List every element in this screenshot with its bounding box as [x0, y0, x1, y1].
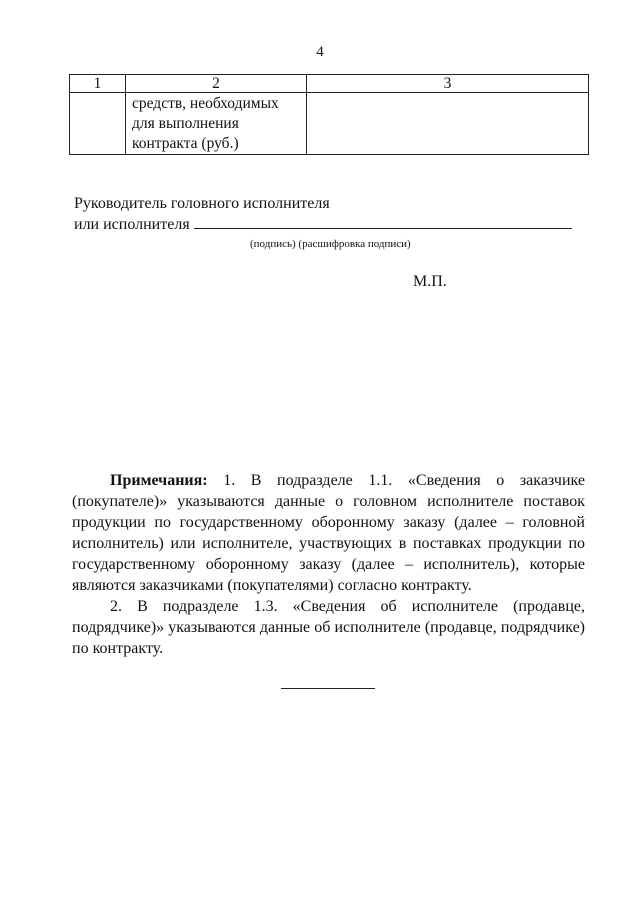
contract-table — [69, 74, 589, 155]
page-number: 4 — [316, 44, 324, 60]
table-header-row — [70, 75, 589, 93]
note-item-2: 2. В подразделе 1.3. «Сведения об исполнителе (продавце, подрядчике)» указываются данные об исполнителе (продавце, подрядчике) по контракту. — [72, 598, 585, 657]
signature-block — [74, 194, 572, 235]
signatory-title-line-2 — [74, 214, 572, 235]
table-header-col-3: 3 — [307, 75, 589, 93]
table-header-col-2: 2 — [126, 75, 307, 93]
signatory-title-line-1: Руководитель головного исполнителя — [74, 195, 330, 212]
stamp-place-label: М.П. — [413, 273, 447, 290]
table-cell-col-1 — [70, 93, 126, 155]
table-row — [70, 93, 589, 155]
note-item-1 — [72, 470, 585, 596]
table-cell-col-2 — [126, 93, 307, 155]
signature-line — [194, 214, 572, 229]
table-cell-col-3 — [307, 93, 589, 155]
table-header-col-1: 1 — [70, 75, 126, 93]
notes-section — [72, 470, 585, 659]
end-divider — [281, 688, 375, 689]
notes-heading: Примечания: — [110, 472, 208, 489]
funds-description: средств, необходимых для выполнения контракта (руб.) — [132, 95, 279, 152]
signature-caption: (подпись) (расшифровка подписи) — [250, 238, 411, 250]
signatory-title-text: или исполнителя — [74, 216, 190, 233]
note-item-1-text: 1. В подразделе 1.1. «Сведения о заказчике (покупателе)» указываются данные о головном исполнителе поставок продукции по государственному оборонному заказу (далее – головной исполнитель) или исполнителе, участвующих в поставках продукции по государственному оборонному заказу (далее – исполнитель), которые являются заказчиками (покупателями) согласно контракту. — [72, 472, 585, 594]
